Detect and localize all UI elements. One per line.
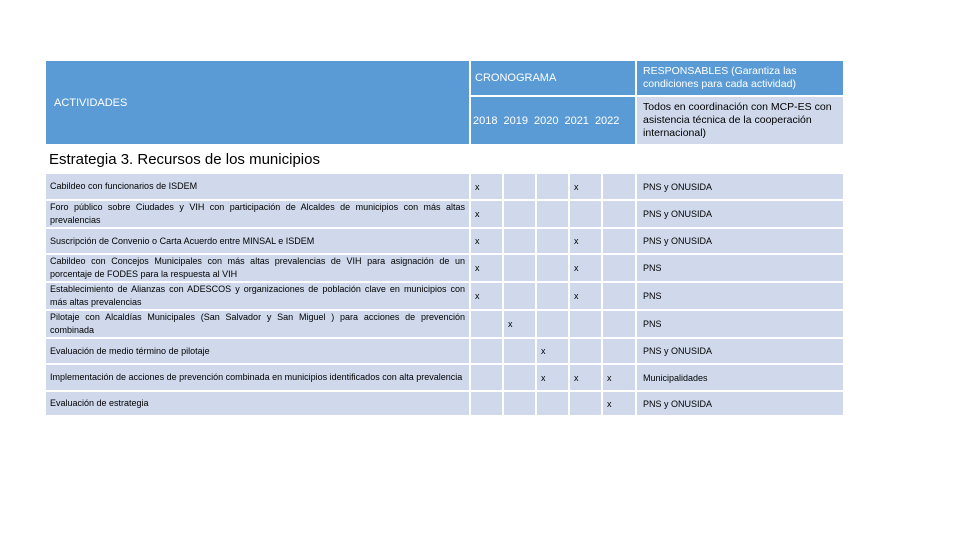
schedule-mark-cell: x bbox=[570, 174, 603, 201]
activity-cell: Pilotaje con Alcaldías Municipales (San Salvador y San Miguel ) para acciones de prevención combinada bbox=[46, 311, 471, 339]
schedule-mark-cell bbox=[504, 229, 537, 255]
schedule-header-label: CRONOGRAMA bbox=[475, 72, 557, 84]
year-label: 2020 bbox=[533, 114, 559, 127]
schedule-header bbox=[471, 61, 637, 97]
activity-cell: Cabildeo con Concejos Municipales con más altas prevalencias de VIH para asignación de un porcentaje de FODES para la respuesta al VIH bbox=[46, 255, 471, 283]
schedule-mark-cell bbox=[471, 339, 504, 365]
schedule-mark-cell bbox=[570, 339, 603, 365]
schedule-mark-cell bbox=[504, 255, 537, 283]
strategy-blank bbox=[504, 146, 537, 174]
year-label: 2018 bbox=[473, 114, 498, 127]
schedule-mark-cell: x bbox=[570, 365, 603, 392]
schedule-mark-cell: x bbox=[603, 365, 637, 392]
schedule-mark-cell bbox=[504, 392, 537, 417]
schedule-mark-cell bbox=[471, 392, 504, 417]
coordination-note: Todos en coordinación con MCP-ES con asistencia técnica de la cooperación internacional) bbox=[643, 101, 832, 139]
schedule-mark-cell: x bbox=[570, 283, 603, 311]
schedule-mark-cell: x bbox=[537, 365, 570, 392]
table-row bbox=[46, 392, 845, 417]
table-row bbox=[46, 311, 845, 339]
activities-header bbox=[46, 61, 471, 146]
schedule-mark-cell: x bbox=[603, 392, 637, 417]
responsible-cell: Municipalidades bbox=[637, 365, 845, 392]
schedule-mark-cell: x bbox=[570, 229, 603, 255]
table-row bbox=[46, 365, 845, 392]
years-header bbox=[471, 97, 637, 146]
activity-cell: Suscripción de Convenio o Carta Acuerdo entre MINSAL e ISDEM bbox=[46, 229, 471, 255]
schedule-mark-cell bbox=[603, 339, 637, 365]
schedule-mark-cell bbox=[537, 255, 570, 283]
responsible-cell: PNS y ONUSIDA bbox=[637, 339, 845, 365]
coordination-note-cell bbox=[637, 97, 845, 146]
schedule-mark-cell bbox=[471, 311, 504, 339]
schedule-mark-cell bbox=[537, 174, 570, 201]
schedule-mark-cell bbox=[537, 201, 570, 229]
table-body bbox=[46, 61, 845, 417]
responsible-header-label: RESPONSABLES (Garantiza las condiciones para cada actividad) bbox=[643, 65, 797, 90]
table-row bbox=[46, 255, 845, 283]
schedule-mark-cell bbox=[537, 392, 570, 417]
schedule-mark-cell bbox=[570, 392, 603, 417]
schedule-mark-cell bbox=[603, 229, 637, 255]
schedule-mark-cell bbox=[537, 311, 570, 339]
schedule-mark-cell bbox=[504, 283, 537, 311]
activity-cell: Establecimiento de Alianzas con ADESCOS y organizaciones de población clave en municipios con más altas prevalencias bbox=[46, 283, 471, 311]
strategy-blank bbox=[570, 146, 603, 174]
schedule-mark-cell bbox=[570, 311, 603, 339]
schedule-mark-cell bbox=[603, 174, 637, 201]
strategy-title: Estrategia 3. Recursos de los municipios bbox=[49, 150, 320, 168]
schedule-mark-cell bbox=[471, 365, 504, 392]
table-row bbox=[46, 229, 845, 255]
responsible-cell: PNS bbox=[637, 283, 845, 311]
strategy-blank bbox=[537, 146, 570, 174]
schedule-mark-cell bbox=[504, 365, 537, 392]
schedule-mark-cell bbox=[603, 201, 637, 229]
strategy-blank bbox=[471, 146, 504, 174]
strategy-blank bbox=[603, 146, 637, 174]
table-row bbox=[46, 339, 845, 365]
year-label: 2022 bbox=[594, 114, 620, 127]
schedule-mark-cell: x bbox=[471, 283, 504, 311]
schedule-mark-cell bbox=[570, 201, 603, 229]
schedule-mark-cell bbox=[504, 174, 537, 201]
schedule-mark-cell: x bbox=[471, 174, 504, 201]
schedule-mark-cell bbox=[537, 283, 570, 311]
strategy-title-cell bbox=[46, 146, 471, 174]
activity-cell: Foro público sobre Ciudades y VIH con participación de Alcaldes de municipios con más altas prevalencias bbox=[46, 201, 471, 229]
activity-cell: Cabildeo con funcionarios de ISDEM bbox=[46, 174, 471, 201]
schedule-mark-cell: x bbox=[537, 339, 570, 365]
schedule-mark-cell: x bbox=[471, 255, 504, 283]
responsible-cell: PNS y ONUSIDA bbox=[637, 229, 845, 255]
schedule-mark-cell bbox=[537, 229, 570, 255]
responsible-cell: PNS y ONUSIDA bbox=[637, 392, 845, 417]
schedule-mark-cell: x bbox=[471, 229, 504, 255]
year-label: 2021 bbox=[564, 114, 589, 127]
schedule-mark-cell bbox=[504, 339, 537, 365]
schedule-mark-cell bbox=[504, 201, 537, 229]
schedule-mark-cell: x bbox=[570, 255, 603, 283]
schedule-mark-cell bbox=[603, 311, 637, 339]
responsible-cell: PNS y ONUSIDA bbox=[637, 201, 845, 229]
strategy-blank bbox=[637, 146, 845, 174]
activity-cell: Evaluación de medio término de pilotaje bbox=[46, 339, 471, 365]
responsible-cell: PNS bbox=[637, 255, 845, 283]
activity-cell: Implementación de acciones de prevención combinada en municipios identificados con alta prevalencia bbox=[46, 365, 471, 392]
schedule-mark-cell bbox=[603, 283, 637, 311]
year-label: 2019 bbox=[503, 114, 528, 127]
activities-header-label: ACTIVIDADES bbox=[54, 96, 128, 109]
schedule-mark-cell: x bbox=[471, 201, 504, 229]
table-row bbox=[46, 174, 845, 201]
activities-schedule-table bbox=[46, 61, 845, 417]
activity-cell: Evaluación de estrategia bbox=[46, 392, 471, 417]
responsible-cell: PNS bbox=[637, 311, 845, 339]
schedule-mark-cell bbox=[603, 255, 637, 283]
responsible-cell: PNS y ONUSIDA bbox=[637, 174, 845, 201]
schedule-mark-cell: x bbox=[504, 311, 537, 339]
table-row bbox=[46, 201, 845, 229]
table-row bbox=[46, 283, 845, 311]
responsible-header bbox=[637, 61, 845, 97]
